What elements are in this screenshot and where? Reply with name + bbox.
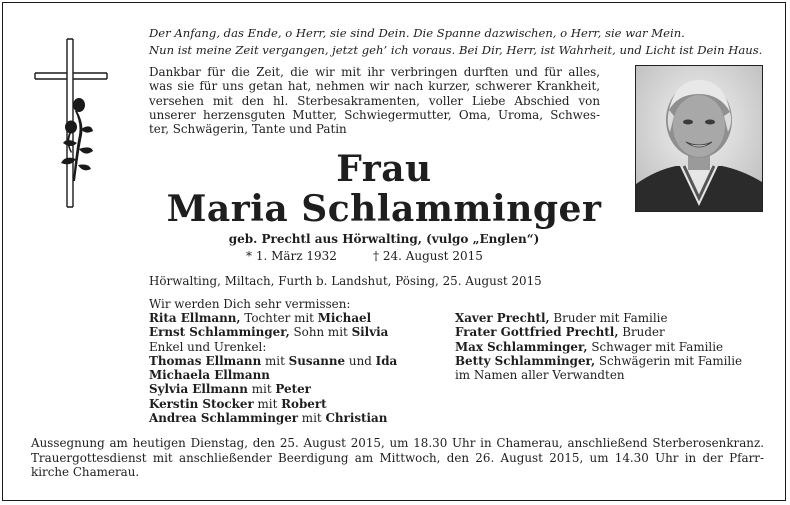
intro-line: ter, Schwägerin, Tante und Patin: [149, 122, 347, 137]
mourner-relation: mit: [247, 382, 276, 397]
mourner-name: Michaela Ellmann: [149, 368, 270, 383]
mourner-name: Betty Schlamminger,: [455, 353, 596, 368]
mourner-relation: Schwägerin mit Familie: [595, 353, 743, 368]
death-date: † 24. August 2015: [373, 249, 483, 263]
mourner-partner: Silvia: [351, 325, 389, 340]
mourner-entry: [149, 340, 397, 354]
portrait-photo: [635, 65, 763, 212]
mourner-relation: Schwager mit Familie: [587, 339, 724, 354]
funeral-line: Trauergottesdienst mit anschließender Beerdigung am Mittwoch, den 26. August 2015, um 14.30 Uhr in der Pfarr-: [31, 450, 764, 465]
funeral-details: [31, 436, 764, 480]
mourner-name: Andrea Schlamminger: [149, 411, 299, 426]
mourner-partner: Susanne: [288, 353, 346, 368]
mourner-relation: mit: [261, 353, 289, 368]
mourner-name: Kerstin Stocker: [149, 396, 254, 411]
mourners-left: [149, 311, 397, 425]
mourner-entry: [149, 354, 397, 368]
missed-heading: Wir werden Dich sehr vermissen:: [149, 297, 351, 311]
mourner-partner: Robert: [281, 396, 327, 411]
intro-line: versehen mit den hl. Sterbesakramenten, voller Liebe Abschied von: [149, 93, 600, 108]
intro-line: unserer herzensguten Mutter, Schwiegermutter, Oma, Uroma, Schwes-: [149, 107, 600, 122]
mourner-relation: Enkel und Urenkel:: [149, 339, 267, 354]
intro-paragraph: [149, 65, 600, 136]
motto-line-2: Nun ist meine Zeit vergangen, jetzt geh’ ich voraus. Bei Dir, Herr, ist Wahrheit, und Licht ist Dein Haus.: [149, 43, 763, 57]
mourner-name: Sylvia Ellmann: [149, 382, 248, 397]
place-and-date: Hörwalting, Miltach, Furth b. Landshut, Pösing, 25. August 2015: [149, 274, 542, 288]
mourner-entry: [149, 411, 397, 425]
mourner-entry: [455, 311, 742, 325]
mourner-name: Rita Ellmann,: [149, 311, 241, 325]
mourner-name: Thomas Ellmann: [149, 353, 262, 368]
mourner-partner: Ida: [375, 353, 398, 368]
mourner-entry: [455, 325, 742, 339]
mourner-name: Frater Gottfried Prechtl,: [455, 325, 619, 340]
mourner-name: Xaver Prechtl,: [455, 311, 550, 325]
mourner-relation: mit: [298, 411, 326, 426]
deceased-title: Frau: [336, 148, 432, 190]
mourner-entry: [149, 382, 397, 396]
maiden-name: geb. Prechtl aus Hörwalting, (vulgo „Englen“): [228, 232, 540, 246]
mourner-entry: [149, 311, 397, 325]
funeral-line: Aussegnung am heutigen Dienstag, den 25. August 2015, um 18.30 Uhr in Chamerau, anschließend Sterberosenkranz.: [31, 436, 764, 450]
obituary-notice: [2, 2, 786, 501]
motto-line-1: Der Anfang, das Ende, o Herr, sie sind Dein. Die Spanne dazwischen, o Herr, sie war Mein.: [149, 26, 685, 40]
mourner-name: Max Schlamminger,: [455, 339, 588, 354]
mourner-entry: [149, 325, 397, 339]
intro-line: was sie für uns getan hat, nehmen wir nach kurzer, schwerer Krankheit,: [149, 79, 600, 94]
mourner-entry: [455, 340, 742, 354]
mourner-relation: Bruder: [618, 325, 665, 340]
mourner-relation: Sohn mit: [289, 325, 352, 340]
mourner-relation: mit: [253, 396, 282, 411]
intro-line: Dankbar für die Zeit, die wir mit ihr verbringen durften und für alles,: [149, 65, 600, 79]
mourner-relation: Tochter mit: [240, 311, 318, 325]
mourner-relation: und: [345, 353, 376, 368]
mourners-right: [455, 311, 742, 382]
mourner-partner: Michael: [317, 311, 372, 325]
mourner-entry: [149, 397, 397, 411]
birth-date: * 1. März 1932: [246, 249, 337, 263]
mourner-relation: Bruder mit Familie: [549, 311, 668, 325]
mourner-entry: [455, 354, 742, 368]
mourner-entry: [149, 368, 397, 382]
mourner-entry: [455, 368, 742, 382]
mourner-relation: im Namen aller Verwandten: [455, 368, 625, 383]
mourner-partner: Christian: [325, 411, 388, 426]
deceased-name: Maria Schlamminger: [166, 188, 602, 230]
mourner-name: Ernst Schlamminger,: [149, 325, 290, 340]
funeral-line: kirche Chamerau.: [31, 465, 140, 480]
cross-with-roses-icon: [21, 31, 121, 211]
mourner-partner: Peter: [275, 382, 311, 397]
